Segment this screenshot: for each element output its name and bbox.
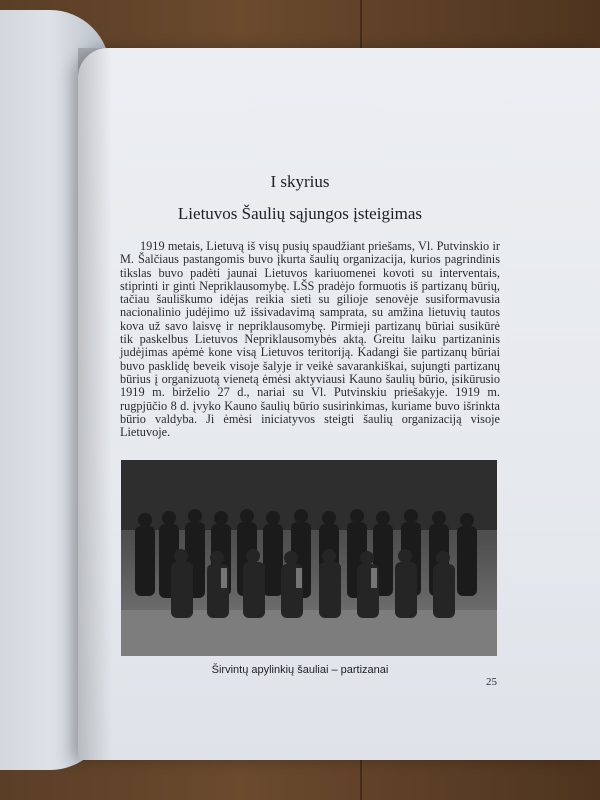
- section-title: Lietuvos Šaulių sąjungos įsteigimas: [177, 204, 423, 223]
- chapter-title: I skyrius: [270, 172, 330, 191]
- group-photo: [121, 460, 497, 656]
- page-number: 25: [486, 676, 497, 688]
- photo-caption: Širvintų apylinkių šauliai – partizanai: [211, 664, 389, 676]
- body-text: [120, 240, 500, 439]
- body-paragraph: 1919 metais, Lietuvą iš visų pusių spaudžiant priešams, Vl. Putvinskio ir M. Šalčiaus pastangomis buvo įkurta šaulių organizacija, kurios pagrindinis tikslas buvo padėti jaunai Lietuvos kariuomenei kovoti su interventais, stiprinti ir ginti Nepriklausomybę. LŠS pradėjo formuotis iš partizanų būrių, tačiau šauliškumo idėjas reikia sieti su gilioje senovėje susiformavusia nacionalinio judėjimo už išsivadavimą samprata, su amžina lietuvių tautos kova už savo laisvę ir nepriklausomybę. Pirmieji partizanų būriai susikūrė tik paskelbus Lietuvos Nepriklausomybės aktą. Greitu laiku partizaninis judėjimas apėmė kone visą Lietuvos teritoriją. Kadangi šie partizanų būriai buvo pasklidę beveik visoje šalyje ir veikė savarankiškai, sujungti partizanų būrius į organizuotą vienetą ėmėsi aktyviausi Kauno šaulių būrio, įsikūrusio 1919 m. birželio 27 d., nariai su Vl. Putvinskiu priešakyje. 1919 m. rugpjūčio 8 d. įvyko Kauno šaulių būrio susirinkimas, kuriame buvo išrinkta būrio valdyba. Ji ėmėsi iniciatyvos steigti šaulių organizaciją visoje Lietuvoje.: [120, 239, 500, 440]
- page-gutter-shadow: [78, 48, 112, 760]
- group-photo-figures: [121, 460, 497, 656]
